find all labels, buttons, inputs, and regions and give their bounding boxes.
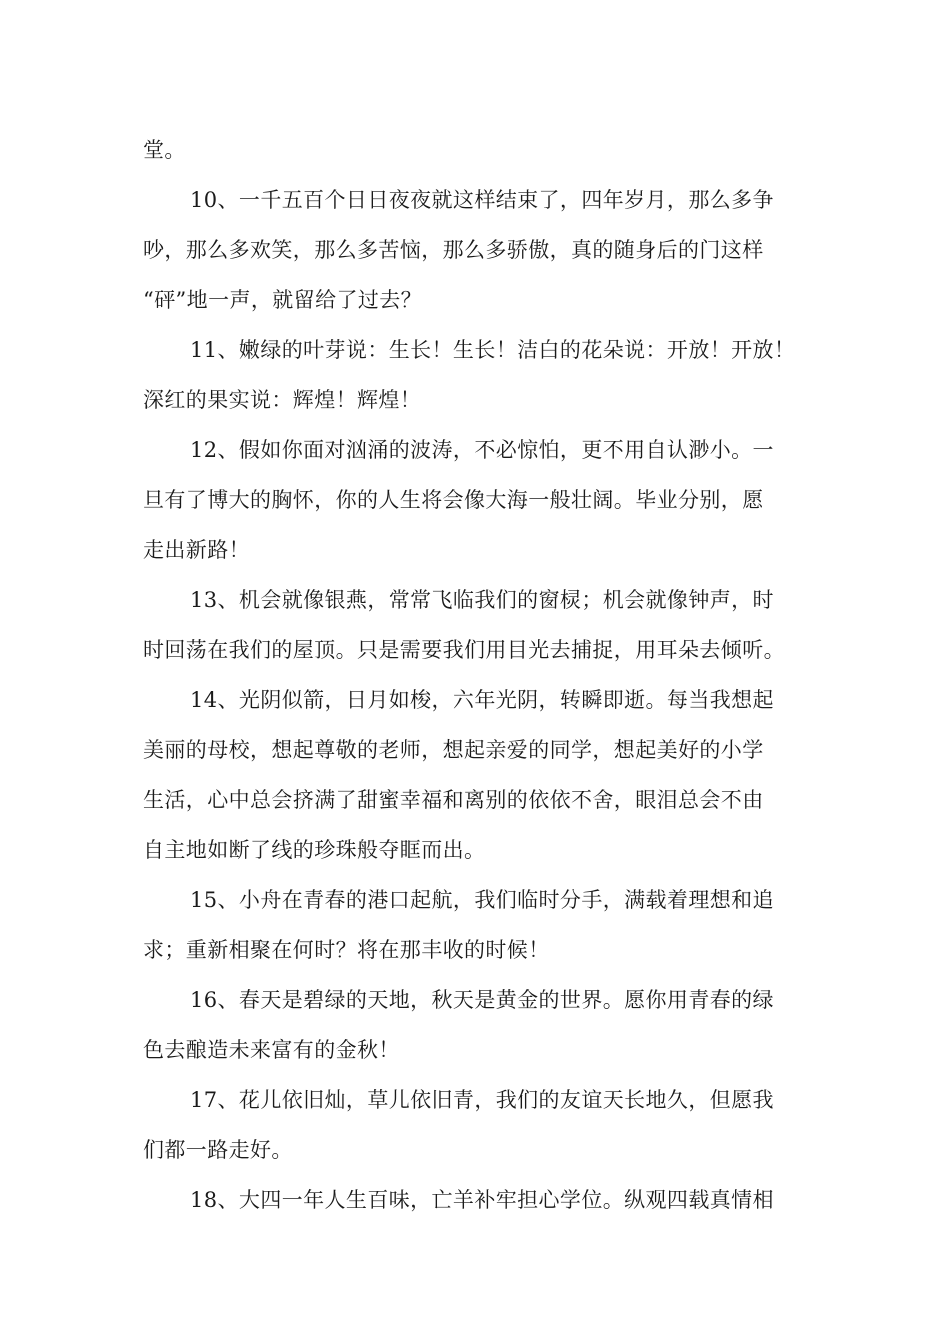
paragraph-12-line-1: 12、假如你面对汹涌的波涛，不必惊怕，更不用自认渺小。一 [190, 438, 774, 462]
paragraph-18-line-1: 18、大四一年人生百味，亡羊补牢担心学位。纵观四载真情相 [190, 1188, 774, 1212]
paragraph-11-line-1: 11、嫩绿的叶芽说：生长！生长！洁白的花朵说：开放！开放！ [190, 338, 796, 362]
paragraph-16-line-2: 色去酿造未来富有的金秋！ [143, 1038, 400, 1062]
paragraph-15-line-1: 15、小舟在青春的港口起航，我们临时分手，满载着理想和追 [190, 888, 774, 912]
paragraph-14-line-3: 生活，心中总会挤满了甜蜜幸福和离别的依依不舍，眼泪总会不由 [143, 788, 764, 812]
paragraph-10-line-2: 吵，那么多欢笑，那么多苦恼，那么多骄傲，真的随身后的门这样 [143, 238, 764, 262]
paragraph-12-line-2: 旦有了博大的胸怀，你的人生将会像大海一般壮阔。毕业分别，愿 [143, 488, 764, 512]
paragraph-13-line-1: 13、机会就像银燕，常常飞临我们的窗棂；机会就像钟声，时 [190, 588, 774, 612]
paragraph-15-line-2: 求；重新相聚在何时？将在那丰收的时候！ [143, 938, 550, 962]
paragraph-17-line-2: 们都一路走好。 [143, 1138, 293, 1162]
paragraph-13-line-2: 时回荡在我们的屋顶。只是需要我们用目光去捕捉，用耳朵去倾听。 [143, 638, 785, 662]
paragraph-17-line-1: 17、花儿依旧灿，草儿依旧青，我们的友谊天长地久，但愿我 [190, 1088, 774, 1112]
paragraph-14-line-1: 14、光阴似箭，日月如梭，六年光阴，转瞬即逝。每当我想起 [190, 688, 774, 712]
paragraph-16-line-1: 16、春天是碧绿的天地，秋天是黄金的世界。愿你用青春的绿 [190, 988, 774, 1012]
paragraph-11-line-2: 深红的果实说：辉煌！辉煌！ [143, 388, 422, 412]
paragraph-12-line-3: 走出新路！ [143, 538, 250, 562]
paragraph-14-line-4: 自主地如断了线的珍珠般夺眶而出。 [143, 838, 486, 862]
text-line: 堂。 [143, 138, 186, 162]
paragraph-10-line-3: “砰”地一声，就留给了过去？ [143, 288, 423, 312]
paragraph-10-line-1: 10、一千五百个日日夜夜就这样结束了，四年岁月，那么多争 [190, 188, 774, 212]
paragraph-14-line-2: 美丽的母校，想起尊敬的老师，想起亲爱的同学，想起美好的小学 [143, 738, 764, 762]
